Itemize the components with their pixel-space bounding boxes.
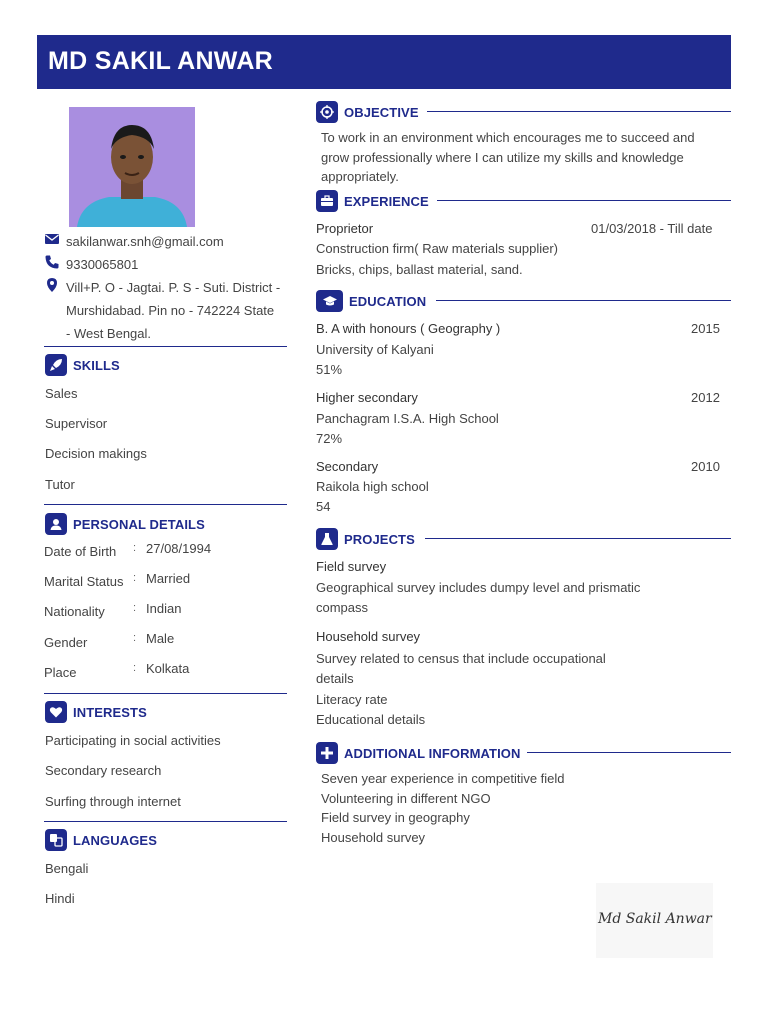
education-score: 72% — [316, 431, 343, 446]
project-name: Field survey — [316, 559, 387, 574]
personal-value: Indian — [146, 601, 182, 616]
education-degree: Higher secondary — [316, 390, 418, 405]
skill-item: Sales — [45, 386, 78, 401]
interest-item: Secondary research — [45, 763, 162, 778]
experience-detail: Construction firm( Raw materials supplier) — [316, 241, 559, 256]
personal-value: Married — [146, 571, 191, 586]
interests-heading — [45, 701, 147, 723]
objective-heading — [316, 101, 419, 123]
divider — [437, 200, 731, 201]
additional-info-list — [321, 769, 565, 847]
additional-info-line: Household survey — [321, 829, 426, 845]
education-school: Raikola high school — [316, 479, 429, 494]
personal-label: Date of Birth — [44, 544, 117, 559]
personal-colon: : — [133, 542, 137, 554]
interests-title: INTERESTS — [73, 704, 147, 720]
additional-info-line: Field survey in geography — [321, 810, 470, 825]
briefcase-icon — [316, 190, 338, 212]
objective-line: To work in an environment which encourages me to succeed and — [321, 130, 695, 145]
education-year: 2012 — [691, 390, 720, 405]
additional-info-line: Volunteering in different NGO — [321, 790, 491, 806]
experience-detail: Bricks, chips, ballast material, sand. — [316, 262, 523, 277]
education-heading — [316, 290, 426, 312]
education-degree: B. A with honours ( Geography ) — [316, 321, 501, 336]
languages-title: LANGUAGES — [73, 832, 157, 848]
flask-icon — [316, 528, 338, 550]
additional-info-title: ADDITIONAL INFORMATION — [344, 745, 521, 761]
heart-icon — [45, 701, 67, 723]
address-line-1: Vill+P. O - Jagtai. P. S - Suti. District - — [66, 280, 281, 295]
personal-details-heading — [45, 513, 205, 535]
language-item: Hindi — [45, 891, 75, 906]
education-year: 2015 — [691, 321, 720, 336]
personal-value: Male — [146, 631, 175, 646]
target-icon — [316, 101, 338, 123]
personal-details-title: PERSONAL DETAILS — [73, 516, 205, 532]
divider — [44, 504, 287, 505]
education-school: Panchagram I.S.A. High School — [316, 411, 499, 426]
graduation-cap-icon — [316, 290, 343, 312]
skill-item: Decision makings — [45, 446, 147, 461]
personal-value: Kolkata — [146, 661, 190, 676]
objective-text — [321, 128, 695, 187]
rocket-icon — [45, 354, 67, 376]
project-detail: Educational details — [316, 712, 426, 727]
divider — [427, 111, 731, 112]
skill-item: Supervisor — [45, 416, 108, 431]
project-name: Household survey — [316, 629, 421, 644]
objective-title: OBJECTIVE — [344, 104, 419, 120]
phone-icon — [44, 254, 60, 270]
education-score: 54 — [316, 499, 331, 514]
language-item: Bengali — [45, 861, 89, 876]
personal-label: Gender — [44, 635, 88, 650]
interest-item: Surfing through internet — [45, 794, 181, 809]
signature-box — [596, 883, 713, 958]
project-detail: compass — [316, 600, 369, 615]
email-text: sakilanwar.snh@gmail.com — [66, 234, 224, 249]
email-icon — [44, 231, 60, 247]
name-header — [37, 35, 731, 89]
location-pin-icon — [44, 277, 60, 293]
divider — [527, 752, 731, 753]
project-detail: Survey related to census that include occupational — [316, 651, 606, 666]
phone-text: 9330065801 — [66, 257, 139, 272]
address-line-2: Murshidabad. Pin no - 742224 State — [66, 303, 275, 318]
personal-value: 27/08/1994 — [146, 541, 212, 556]
interest-item: Participating in social activities — [45, 733, 221, 748]
personal-label: Marital Status — [44, 574, 124, 589]
divider — [44, 821, 287, 822]
objective-line: appropriately. — [321, 169, 399, 184]
education-degree: Secondary — [316, 459, 379, 474]
additional-info-heading — [316, 742, 520, 764]
objective-line: grow professionally where I can utilize my skills and knowledge — [321, 149, 684, 165]
education-score: 51% — [316, 362, 343, 377]
experience-heading — [316, 190, 429, 212]
education-year: 2010 — [691, 459, 720, 474]
project-detail: details — [316, 671, 354, 686]
project-detail: Literacy rate — [316, 692, 388, 707]
divider — [44, 346, 287, 347]
projects-heading — [316, 528, 415, 550]
profile-photo — [69, 107, 195, 227]
education-school: University of Kalyani — [316, 342, 434, 357]
translate-icon — [45, 829, 67, 851]
address-line-3: - West Bengal. — [66, 326, 152, 341]
personal-colon: : — [133, 602, 137, 614]
skills-heading — [45, 354, 120, 376]
divider — [44, 693, 287, 694]
personal-label: Nationality — [44, 604, 105, 619]
skill-item: Tutor — [45, 477, 75, 492]
experience-role: Proprietor — [316, 221, 374, 236]
divider — [436, 300, 731, 301]
person-icon — [45, 513, 67, 535]
divider — [425, 538, 731, 539]
personal-label: Place — [44, 665, 77, 680]
experience-title: EXPERIENCE — [344, 193, 429, 209]
personal-colon: : — [133, 662, 137, 674]
additional-info-line: Seven year experience in competitive field — [321, 771, 565, 786]
skills-title: SKILLS — [73, 357, 120, 373]
signature: Md Sakil Anwar — [598, 911, 712, 927]
education-title: EDUCATION — [349, 293, 427, 309]
languages-heading — [45, 829, 157, 851]
plus-icon — [316, 742, 338, 764]
personal-colon: : — [133, 632, 137, 644]
experience-dates: 01/03/2018 - Till date — [591, 221, 713, 236]
personal-colon: : — [133, 572, 137, 584]
projects-title: PROJECTS — [344, 531, 415, 547]
project-detail: Geographical survey includes dumpy level and prismatic — [316, 580, 641, 595]
candidate-name: MD SAKIL ANWAR — [48, 47, 274, 75]
